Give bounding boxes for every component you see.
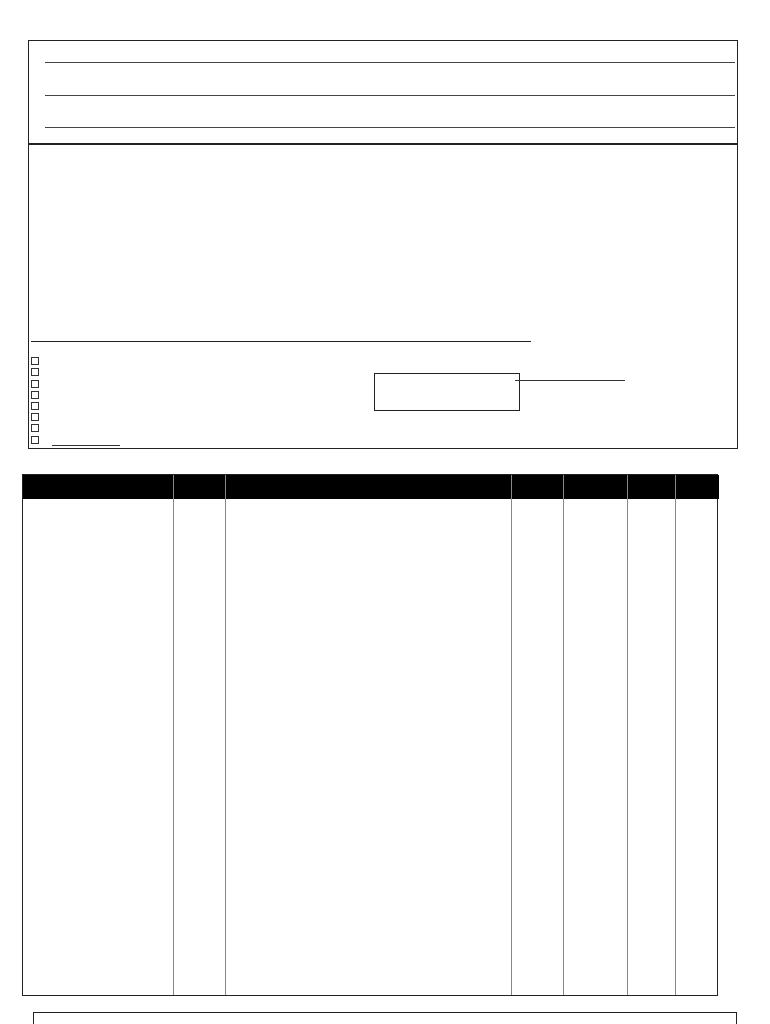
vaccine-table xyxy=(22,474,718,996)
col-divider xyxy=(511,475,512,995)
consent-statement xyxy=(515,149,735,156)
insurance-option[interactable] xyxy=(31,423,531,434)
immtrac-field[interactable] xyxy=(515,371,625,381)
insurance-option[interactable] xyxy=(31,412,531,423)
col-divider xyxy=(225,475,226,995)
eligibility-box xyxy=(374,373,520,411)
checkbox[interactable] xyxy=(31,357,39,365)
immtrac-number[interactable] xyxy=(515,371,735,385)
col-divider xyxy=(675,475,676,995)
checkbox[interactable] xyxy=(31,413,39,421)
col-divider xyxy=(627,475,628,995)
col-divider xyxy=(173,475,174,995)
row3-line[interactable] xyxy=(45,127,735,128)
insurance-option[interactable] xyxy=(31,356,531,367)
checkbox[interactable] xyxy=(31,391,39,399)
checkbox[interactable] xyxy=(31,402,39,410)
checkbox[interactable] xyxy=(31,368,39,376)
table-header xyxy=(23,475,719,499)
col-divider xyxy=(563,475,564,995)
row1-line[interactable] xyxy=(45,62,735,63)
patient-info-box xyxy=(28,40,738,144)
date-field[interactable] xyxy=(52,436,120,446)
checkbox[interactable] xyxy=(31,424,39,432)
bottom-box xyxy=(33,1012,737,1024)
immtrac-section xyxy=(515,371,735,385)
form-title xyxy=(148,25,156,39)
checkbox[interactable] xyxy=(31,380,39,388)
checkbox[interactable] xyxy=(31,436,39,444)
health-consent-box xyxy=(28,144,738,449)
row2-line[interactable] xyxy=(45,95,735,96)
